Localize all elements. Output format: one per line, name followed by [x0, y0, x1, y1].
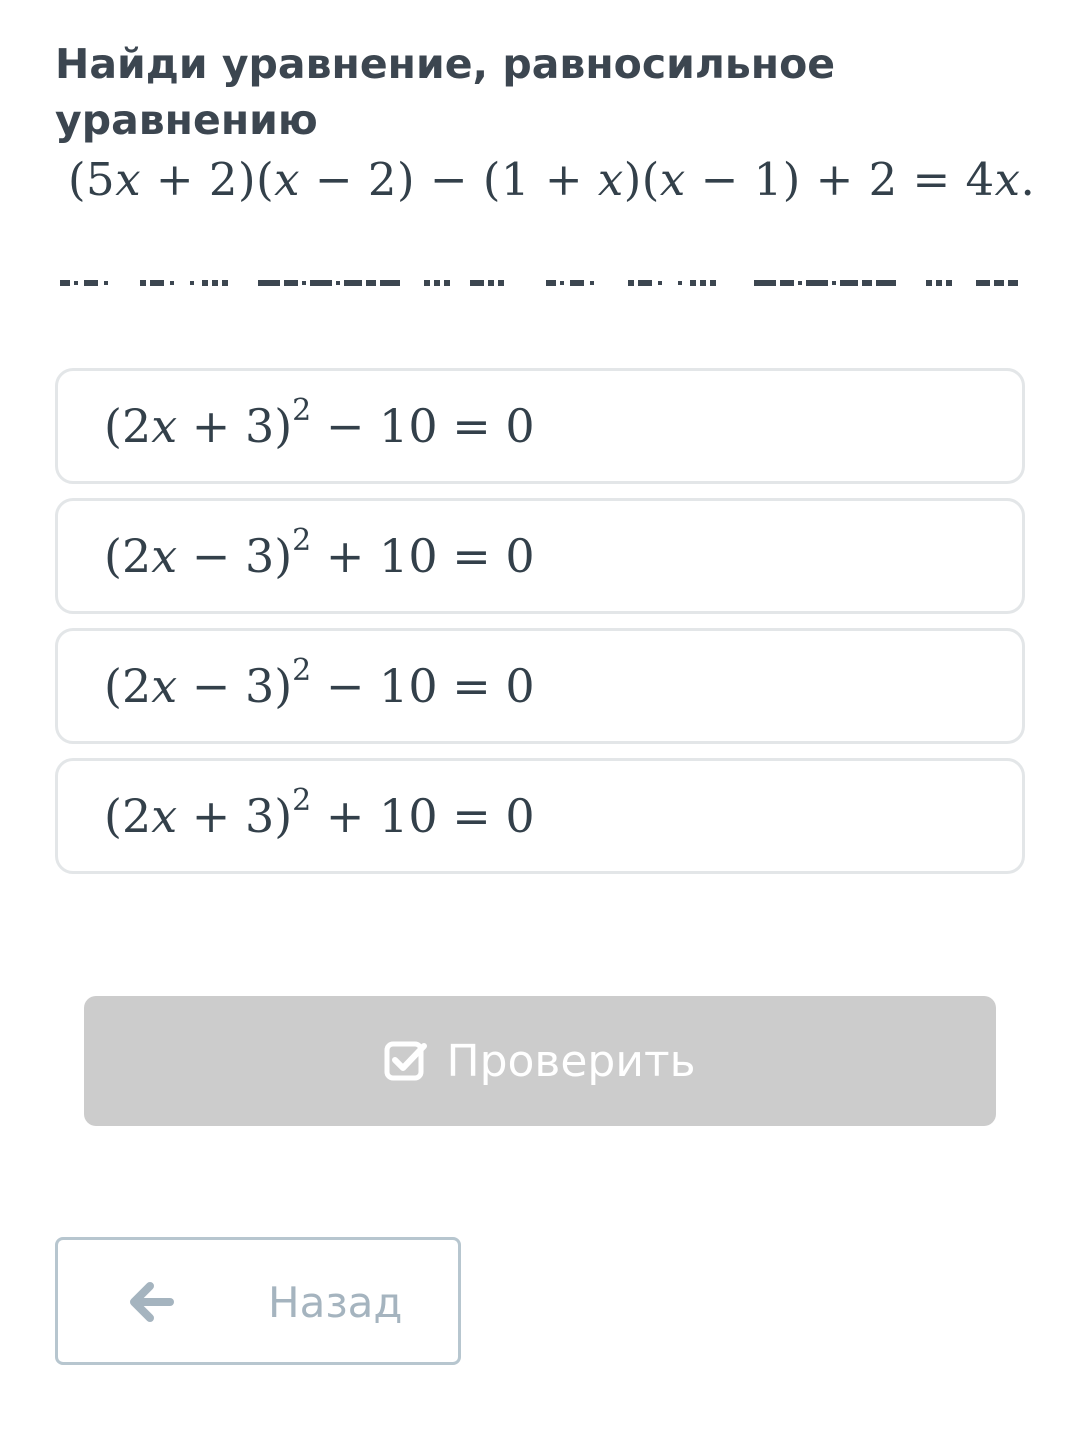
- answer-option-1-equation: $(2x + 3)^2 - 10 = 0$: [104, 393, 535, 453]
- back-button-label: Назад: [268, 1278, 403, 1327]
- answer-option-3[interactable]: [55, 628, 1025, 744]
- arrow-left-icon: [128, 1282, 174, 1322]
- answer-option-2-equation: $(2x - 3)^2 + 10 = 0$: [104, 523, 535, 583]
- question-block: [55, 36, 1055, 148]
- back-button[interactable]: [55, 1237, 461, 1365]
- check-button-label: Проверить: [446, 1035, 696, 1087]
- check-button[interactable]: [84, 996, 996, 1126]
- question-equation: (5x + 2)(x − 2) − (1 + x)(x − 1) + 2 = 4x.: [68, 153, 1036, 206]
- question-title: Найди уравнение, равносильное уравнению: [55, 40, 836, 144]
- answer-option-4-equation: $(2x + 3)^2 + 10 = 0$: [104, 783, 535, 843]
- answer-option-3-equation: $(2x - 3)^2 - 10 = 0$: [104, 653, 535, 713]
- checkbox-checked-icon: [384, 1039, 428, 1083]
- answer-options: [55, 368, 1025, 888]
- answer-option-4[interactable]: [55, 758, 1025, 874]
- dashed-divider: [60, 278, 1020, 288]
- answer-option-2[interactable]: [55, 498, 1025, 614]
- answer-option-1[interactable]: [55, 368, 1025, 484]
